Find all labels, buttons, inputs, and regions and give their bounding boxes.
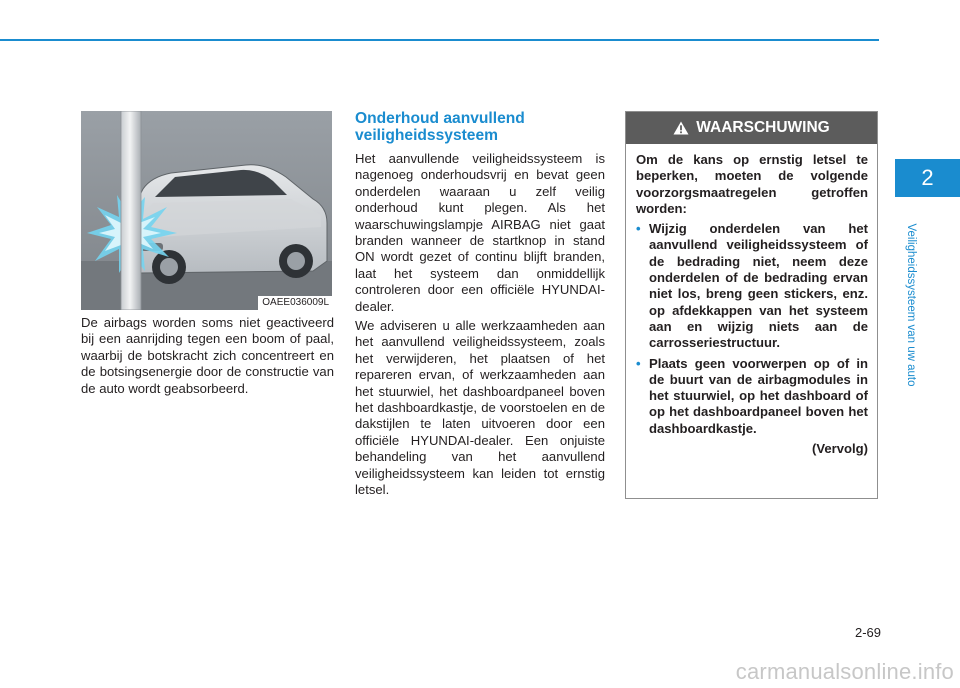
figure-code: OAEE036009L — [258, 296, 332, 310]
figure-caption-text: De airbags worden soms niet geactiveerd bij een aanrijding tegen een boom of paal, waarbij de botskracht zich concentreert en de botsingsenergie door de constructie van de auto wordt geabsorbeerd. — [81, 315, 334, 396]
chapter-title: Veiligheidssysteem van uw auto — [905, 223, 917, 387]
chapter-number: 2 — [921, 165, 934, 190]
header-rule — [0, 39, 879, 41]
warning-item-text: Wijzig onderdelen van het aanvullend veiligheidssysteem of de bedrading niet, neem deze onderdelen of de bedrading ervan niet los, breng geen stickers, enz. op afdekkappen van het systeem aan en wijzig niets aan de carrosseriestructuur. — [649, 221, 868, 351]
bullet-icon: • — [636, 355, 641, 371]
warning-item-text: Plaats geen voorwerpen op of in de buurt van de airbagmodules in het stuurwiel, op het dashboard of op het dashboardpaneel boven het dashboardkastje. — [649, 355, 868, 436]
warning-item — [636, 356, 868, 437]
warning-item — [636, 221, 868, 351]
car-pole-collision-image — [81, 111, 332, 310]
chapter-title-vertical — [904, 198, 918, 412]
paragraph-maintenance: Het aanvullende veiligheidssysteem is nagenoeg onderhoudsvrij en bevat geen onderdelen waaraan u zelf veilig onderhoud kunt plegen. Als het waarschuwingslampje AIRBAG niet gaat branden wanneer de startknop in stand ON wordt gezet of continu blijft branden, laat het systeem dan onmiddellijk controleren door een officiële HYUNDAI-dealer. — [355, 151, 605, 314]
bullet-icon: • — [636, 221, 641, 237]
warning-header — [626, 112, 877, 144]
page-number: 2-69 — [854, 625, 881, 640]
paragraph-advice: We adviseren u alle werkzaamheden aan het aanvullend veiligheidssysteem, zoals het verwijderen, het plaatsen of het repareren ervan, of werkzaamheden aan het stuurwiel, het dashboardpaneel boven het dashboardkastje, de voorstoelen en de dakstijlen te laten uitvoeren door een officiële HYUNDAI-dealer. Een onjuiste behandeling van het aanvullend veiligheidssysteem kan leiden tot ernstig letsel. — [355, 318, 605, 498]
warning-triangle-icon — [673, 121, 689, 135]
warning-body — [626, 144, 877, 457]
warning-box — [625, 111, 878, 499]
warning-intro: Om de kans op ernstig letsel te beperken, moeten de volgende voorzorgsmaatregelen getroffen worden: — [636, 152, 868, 216]
watermark: carmanualsonline.info — [735, 659, 954, 684]
airbag-illustration — [81, 111, 332, 310]
warning-list — [636, 221, 868, 437]
section-heading: Onderhoud aanvullend veiligheidssysteem — [355, 110, 525, 144]
warning-title: WAARSCHUWING — [696, 119, 830, 136]
chapter-tab — [895, 159, 960, 197]
continued-label: (Vervolg) — [811, 441, 868, 457]
